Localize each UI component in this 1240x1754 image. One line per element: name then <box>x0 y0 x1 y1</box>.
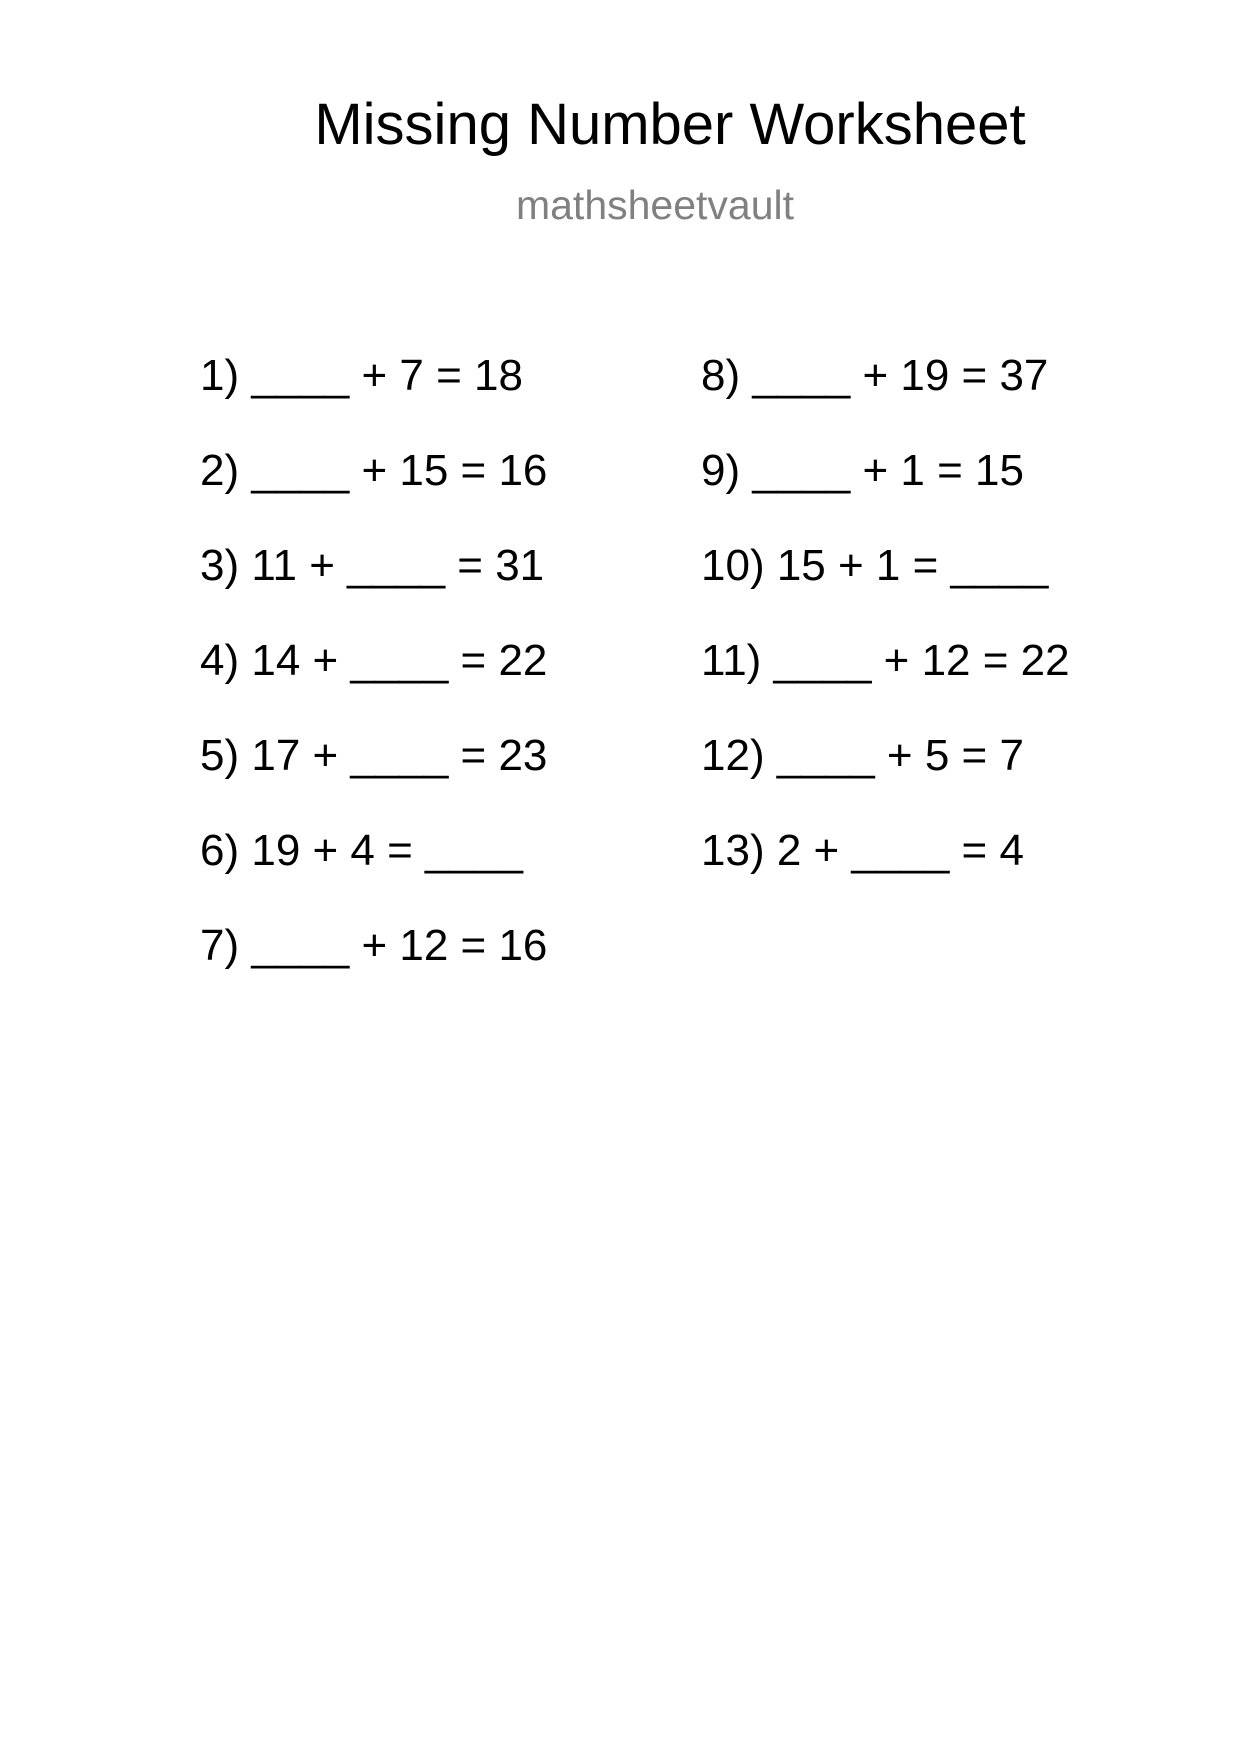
problem-item: 3) 11 + ____ = 31 <box>200 541 545 590</box>
problem-item: 8) ____ + 19 = 37 <box>701 351 1049 400</box>
problem-item: 13) 2 + ____ = 4 <box>701 826 1024 875</box>
problem-column-left <box>200 351 548 1019</box>
site-name: mathsheetvault <box>515 182 795 228</box>
problem-item: 10) 15 + 1 = ____ <box>701 541 1049 590</box>
problem-item: 2) ____ + 15 = 16 <box>200 446 548 495</box>
problem-item: 6) 19 + 4 = ____ <box>200 826 523 875</box>
problem-item: 4) 14 + ____ = 22 <box>200 636 548 685</box>
problem-item: 12) ____ + 5 = 7 <box>701 731 1024 780</box>
problem-item: 7) ____ + 12 = 16 <box>200 921 548 970</box>
problem-item: 5) 17 + ____ = 23 <box>200 731 548 780</box>
page-title: Missing Number Worksheet <box>314 92 1026 157</box>
problem-item: 1) ____ + 7 = 18 <box>200 351 523 400</box>
problem-item: 11) ____ + 12 = 22 <box>701 636 1070 685</box>
problem-item: 9) ____ + 1 = 15 <box>701 446 1024 495</box>
problem-column-right <box>701 351 1070 924</box>
